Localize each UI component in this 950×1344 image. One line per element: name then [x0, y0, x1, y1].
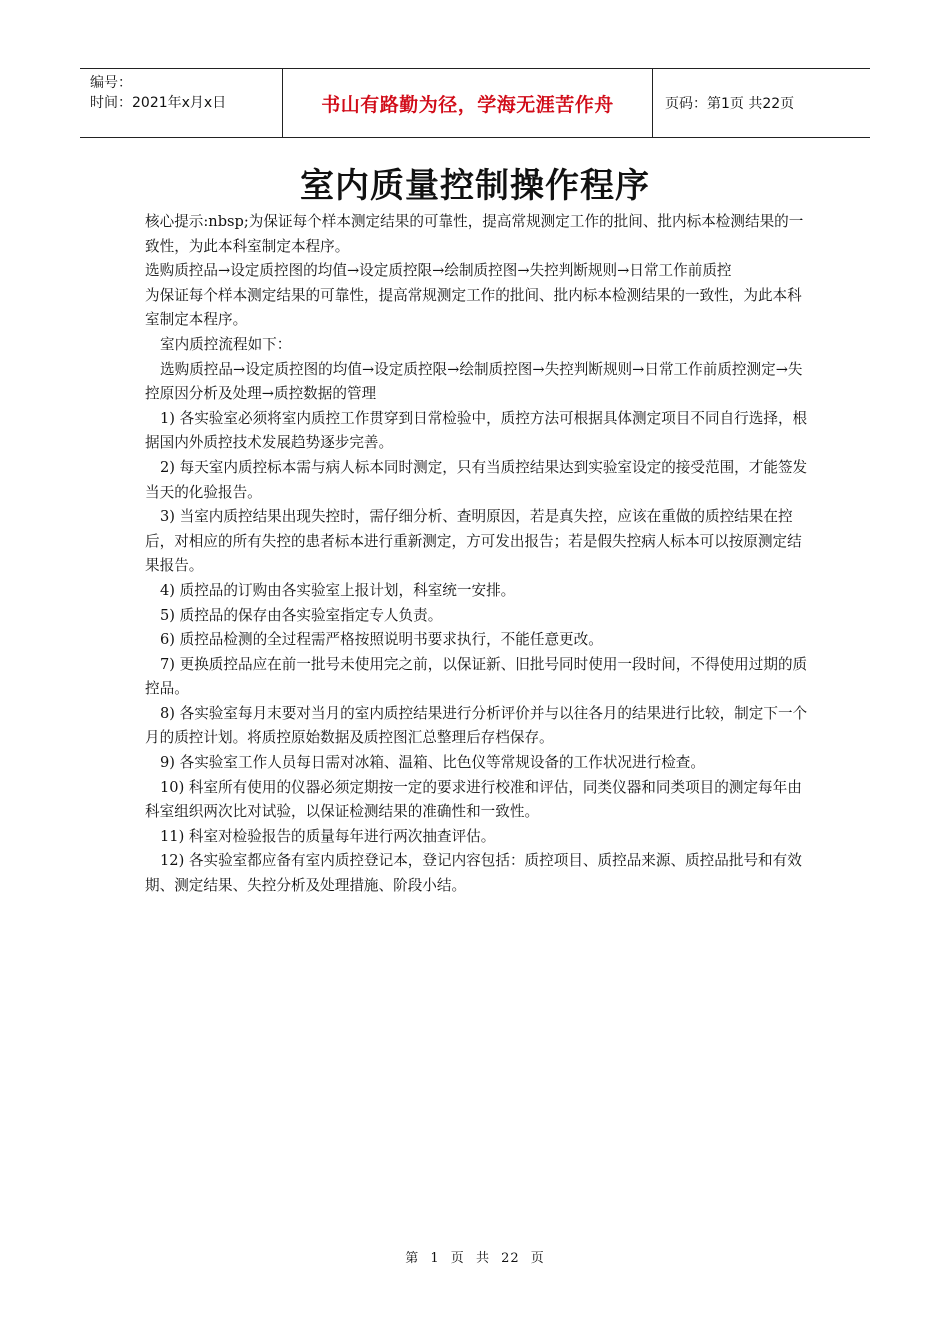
header-motto-cell [282, 69, 653, 137]
document-title: 室内质量控制操作程序 [300, 166, 650, 206]
rule-item-12: 12) 各实验室都应备有室内质控登记本，登记内容包括：质控项目、质控品来源、质控品批号和有效期、测定结果、失控分析及处理措施、阶段小结。 [145, 852, 802, 895]
footer-text-ye-end: 页 [530, 1251, 545, 1266]
rule-item-3: 3) 当室内质控结果出现失控时，需仔细分析、查明原因，若是真失控，应该在重做的质控结果在控后，对相应的所有失控的患者标本进行重新测定，方可发出报告；若是假失控病人标本可以按原测定结果报告。 [145, 508, 802, 575]
document-date: 时间：2021年x月x日 [90, 95, 227, 111]
footer-text-ye: 页 [450, 1251, 465, 1266]
rule-item-5: 5) 质控品的保存由各实验室指定专人负责。 [160, 606, 443, 624]
document-header [80, 68, 870, 138]
paragraph-flow-heading: 室内质控流程如下： [160, 335, 292, 353]
paragraph-flow-short: 选购质控品→设定质控图的均值→设定质控限→绘制质控图→失控判断规则→日常工作前质控 [145, 262, 732, 280]
header-meta [80, 69, 282, 137]
footer-total-pages: 22 [501, 1251, 520, 1266]
rule-item-11: 11) 科室对检验报告的质量每年进行两次抽查评估。 [160, 827, 496, 845]
footer-page-number: 1 [430, 1251, 440, 1266]
document-number-label: 编号： [90, 75, 132, 91]
header-page-info-cell [653, 69, 870, 137]
paragraph-purpose: 为保证每个样本测定结果的可靠性，提高常规测定工作的批间、批内标本检测结果的一致性，为此本科室制定本程序。 [145, 286, 802, 329]
rule-item-7: 7) 更换质控品应在前一批号未使用完之前，以保证新、旧批号同时使用一段时间，不得使用过期的质控品。 [145, 655, 808, 698]
paragraph-summary: 核心提示:nbsp;为保证每个样本测定结果的可靠性，提高常规测定工作的批间、批内标本检测结果的一致性，为此本科室制定本程序。 [145, 213, 804, 255]
header-motto: 书山有路勤为径，学海无涯苦作舟 [321, 93, 614, 116]
rule-item-8: 8) 各实验室每月末要对当月的室内质控结果进行分析评价并与以往各月的结果进行比较，制定下一个月的质控计划。将质控原始数据及质控图汇总整理后存档保存。 [145, 704, 808, 747]
paragraph-flow-full: 选购质控品→设定质控图的均值→设定质控限→绘制质控图→失控判断规则→日常工作前质控测定→失控原因分析及处理→质控数据的管理 [145, 360, 803, 403]
rule-item-4: 4) 质控品的订购由各实验室上报计划，科室统一安排。 [160, 581, 516, 599]
rule-item-9: 9) 各实验室工作人员每日需对冰箱、温箱、比色仪等常规设备的工作状况进行检查。 [160, 754, 705, 772]
rule-item-2: 2) 每天室内质控标本需与病人标本同时测定，只有当质控结果达到实验室设定的接受范围，才能签发当天的化验报告。 [145, 458, 808, 501]
rule-item-1: 1) 各实验室必须将室内质控工作贯穿到日常检验中，质控方法可根据具体测定项目不同自行选择，根据国内外质控技术发展趋势逐步完善。 [145, 409, 808, 452]
header-page-info: 页码：第1页 共22页 [665, 96, 795, 112]
rule-item-6: 6) 质控品检测的全过程需严格按照说明书要求执行，不能任意更改。 [160, 631, 603, 649]
footer-text-gong: 共 [475, 1251, 490, 1266]
rule-item-10: 10) 科室所有使用的仪器必须定期按一定的要求进行校准和评估，同类仪器和同类项目的测定每年由科室组织两次比对试验，以保证检测结果的准确性和一致性。 [145, 778, 802, 821]
footer-text-di: 第 [405, 1251, 420, 1266]
page-footer [0, 1247, 950, 1266]
document-body [145, 210, 810, 899]
